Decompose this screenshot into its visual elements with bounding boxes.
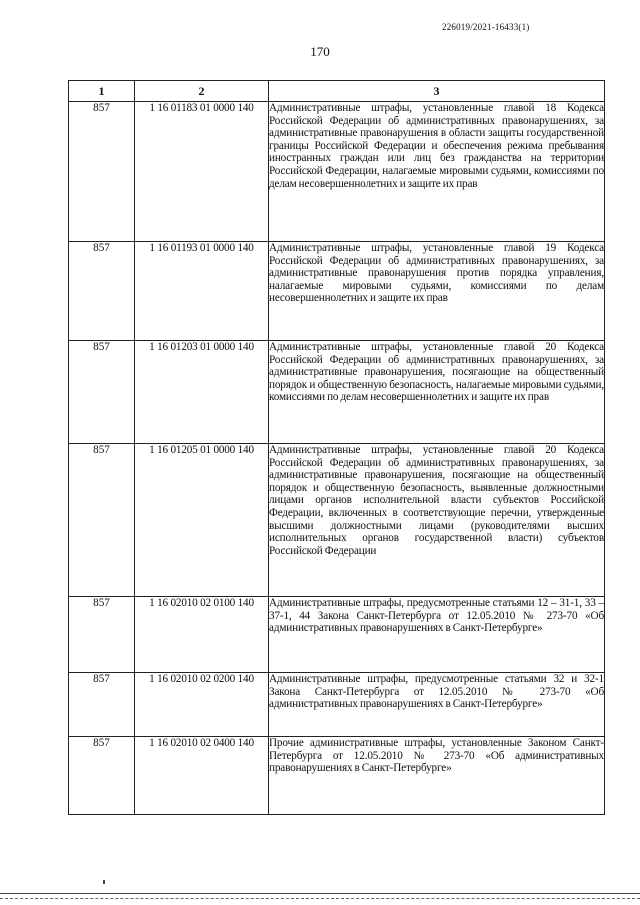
description-cell: Прочие административные штрафы, установленные Законом Санкт-Петербурга от 12.05.2010 № 273-70 «Об административных правонарушениях в Санкт-Петербурге» bbox=[269, 737, 605, 815]
admin-code-cell: 857 bbox=[69, 341, 135, 444]
admin-code-cell: 857 bbox=[69, 597, 135, 673]
table-row bbox=[69, 242, 605, 341]
table-row bbox=[69, 597, 605, 673]
admin-code-cell: 857 bbox=[69, 242, 135, 341]
budget-code-cell: 1 16 02010 02 0200 140 bbox=[135, 673, 269, 737]
page-bottom-edge bbox=[0, 893, 640, 894]
scan-mark bbox=[103, 880, 105, 884]
column-header-3: 3 bbox=[269, 81, 605, 102]
table-row bbox=[69, 444, 605, 597]
description-cell: Административные штрафы, предусмотренные статьями 32 и 32-1 Закона Санкт-Петербурга от 12.05.2010 № 273-70 «Об административных правонарушениях в Санкт-Петербурге» bbox=[269, 673, 605, 737]
page-bottom-edge-shadow bbox=[0, 898, 640, 899]
budget-code-cell: 1 16 02010 02 0100 140 bbox=[135, 597, 269, 673]
column-header-1: 1 bbox=[69, 81, 135, 102]
description-cell: Административные штрафы, предусмотренные статьями 12 – 31-1, 33 – 37-1, 44 Закона Санкт-Петербурга от 12.05.2010 № 273-70 «Об административных правонарушениях в Санкт-Петербурге» bbox=[269, 597, 605, 673]
column-header-2: 2 bbox=[135, 81, 269, 102]
budget-code-cell: 1 16 02010 02 0400 140 bbox=[135, 737, 269, 815]
admin-code-cell: 857 bbox=[69, 102, 135, 242]
admin-code-cell: 857 bbox=[69, 444, 135, 597]
budget-code-cell: 1 16 01205 01 0000 140 bbox=[135, 444, 269, 597]
table-row bbox=[69, 737, 605, 815]
document-id: 226019/2021-16433(1) bbox=[442, 22, 530, 32]
budget-codes-table bbox=[68, 80, 605, 815]
table-row bbox=[69, 673, 605, 737]
table-row bbox=[69, 102, 605, 242]
description-cell: Административные штрафы, установленные главой 20 Кодекса Российской Федерации об административных правонарушениях, за административные правонарушения, посягающие на общественный порядок и общественную безопасность, налагаемые мировыми судьями, комиссиями по делам несовершеннолетних и защите их прав bbox=[269, 341, 605, 444]
budget-code-cell: 1 16 01183 01 0000 140 bbox=[135, 102, 269, 242]
admin-code-cell: 857 bbox=[69, 673, 135, 737]
admin-code-cell: 857 bbox=[69, 737, 135, 815]
budget-code-cell: 1 16 01203 01 0000 140 bbox=[135, 341, 269, 444]
budget-code-cell: 1 16 01193 01 0000 140 bbox=[135, 242, 269, 341]
table-header-row bbox=[69, 81, 605, 102]
table-row bbox=[69, 341, 605, 444]
description-cell: Административные штрафы, установленные главой 18 Кодекса Российской Федерации об административных правонарушениях, за административные правонарушения в области защиты государственной границы Российской Федерации и обеспечения режима пребывания иностранных граждан или лиц без гражданства на территории Российской Федерации, налагаемые мировыми судьями, комиссиями по делам несовершеннолетних и защите их прав bbox=[269, 102, 605, 242]
page-number: 170 bbox=[310, 44, 330, 59]
description-cell: Административные штрафы, установленные главой 19 Кодекса Российской Федерации об административных правонарушениях, за административные правонарушения против порядка управления, налагаемые мировыми судьями, комиссиями по делам несовершеннолетних и защите их прав bbox=[269, 242, 605, 341]
description-cell: Административные штрафы, установленные главой 20 Кодекса Российской Федерации об административных правонарушениях, за административные правонарушения, посягающие на общественный порядок и общественную безопасность, выявленные должностными лицами органов исполнительной власти субъектов Российской Федерации, включенных в соответствующие перечни, утвержденные высшими должностными лицами (руководителями высших исполнительных органов государственной власти) субъектов Российской Федерации bbox=[269, 444, 605, 597]
